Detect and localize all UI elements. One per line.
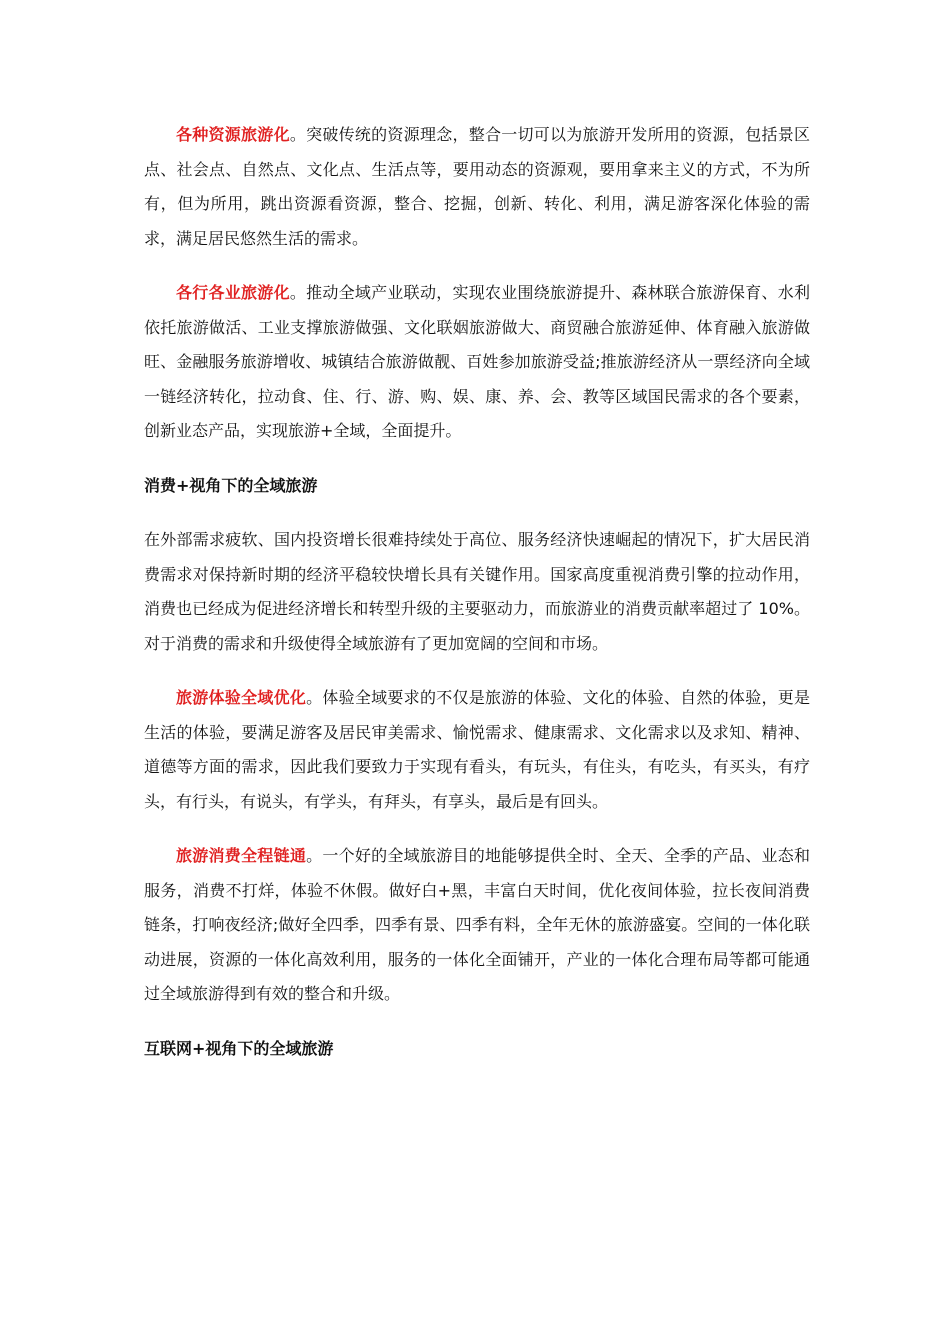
paragraph-resources	[144, 118, 810, 256]
paragraph-consumption-intro: 在外部需求疲软、国内投资增长很难持续处于高位、服务经济快速崛起的情况下，扩大居民消费需求对保持新时期的经济平稳较快增长具有关键作用。国家高度重视消费引擎的拉动作用，消费也已经成为促进经济增长和转型升级的主要驱动力，而旅游业的消费贡献率超过了 10%。对于消费的需求和升级使得全域旅游有了更加宽阔的空间和市场。	[144, 530, 810, 653]
paragraph-resources-text: 。突破传统的资源理念，整合一切可以为旅游开发所用的资源，包括景区点、社会点、自然点、文化点、生活点等，要用动态的资源观，要用拿来主义的方式，不为所有，但为所用，跳出资源看资源，整合、挖掘，创新、转化、利用，满足游客深化体验的需求，满足居民悠然生活的需求。	[144, 125, 810, 248]
paragraph-experience	[144, 681, 810, 819]
paragraph-industries-text: 。推动全域产业联动，实现农业围绕旅游提升、森林联合旅游保育、水利依托旅游做活、工业支撑旅游做强、文化联姻旅游做大、商贸融合旅游延伸、体育融入旅游做旺、金融服务旅游增收、城镇结合旅游做靓、百姓参加旅游受益;推旅游经济从一票经济向全域一链经济转化，拉动食、住、行、游、购、娱、康、养、会、教等区域国民需求的各个要素，创新业态产品，实现旅游+全域，全面提升。	[144, 283, 810, 440]
paragraph-industries	[144, 276, 810, 449]
heading-internet: 互联网+视角下的全域旅游	[144, 1038, 334, 1058]
paragraph-consumption-chain-text: 。一个好的全域旅游目的地能够提供全时、全天、全季的产品、业态和服务，消费不打烊，体验不休假。做好白+黑，丰富白天时间，优化夜间体验，拉长夜间消费链条，打响夜经济;做好全四季，四季有景、四季有料，全年无休的旅游盛宴。空间的一体化联动进展，资源的一体化高效利用，服务的一体化全面铺开，产业的一体化合理布局等都可能通过全域旅游得到有效的整合和升级。	[144, 846, 810, 1003]
highlight-resources: 各种资源旅游化	[176, 125, 290, 144]
highlight-experience: 旅游体验全域优化	[176, 688, 307, 707]
highlight-consumption-chain: 旅游消费全程链通	[176, 846, 307, 865]
paragraph-consumption-chain	[144, 839, 810, 1012]
highlight-industries: 各行各业旅游化	[176, 283, 290, 302]
paragraph-experience-text: 。体验全域要求的不仅是旅游的体验、文化的体验、自然的体验，更是生活的体验，要满足游客及居民审美需求、愉悦需求、健康需求、文化需求以及求知、精神、道德等方面的需求，因此我们要致力于实现有看头，有玩头，有住头，有吃头，有买头，有疗头，有行头，有说头，有学头，有拜头，有享头，最后是有回头。	[144, 688, 810, 811]
document-page	[144, 118, 810, 1086]
heading-consumption: 消费+视角下的全域旅游	[144, 475, 318, 495]
